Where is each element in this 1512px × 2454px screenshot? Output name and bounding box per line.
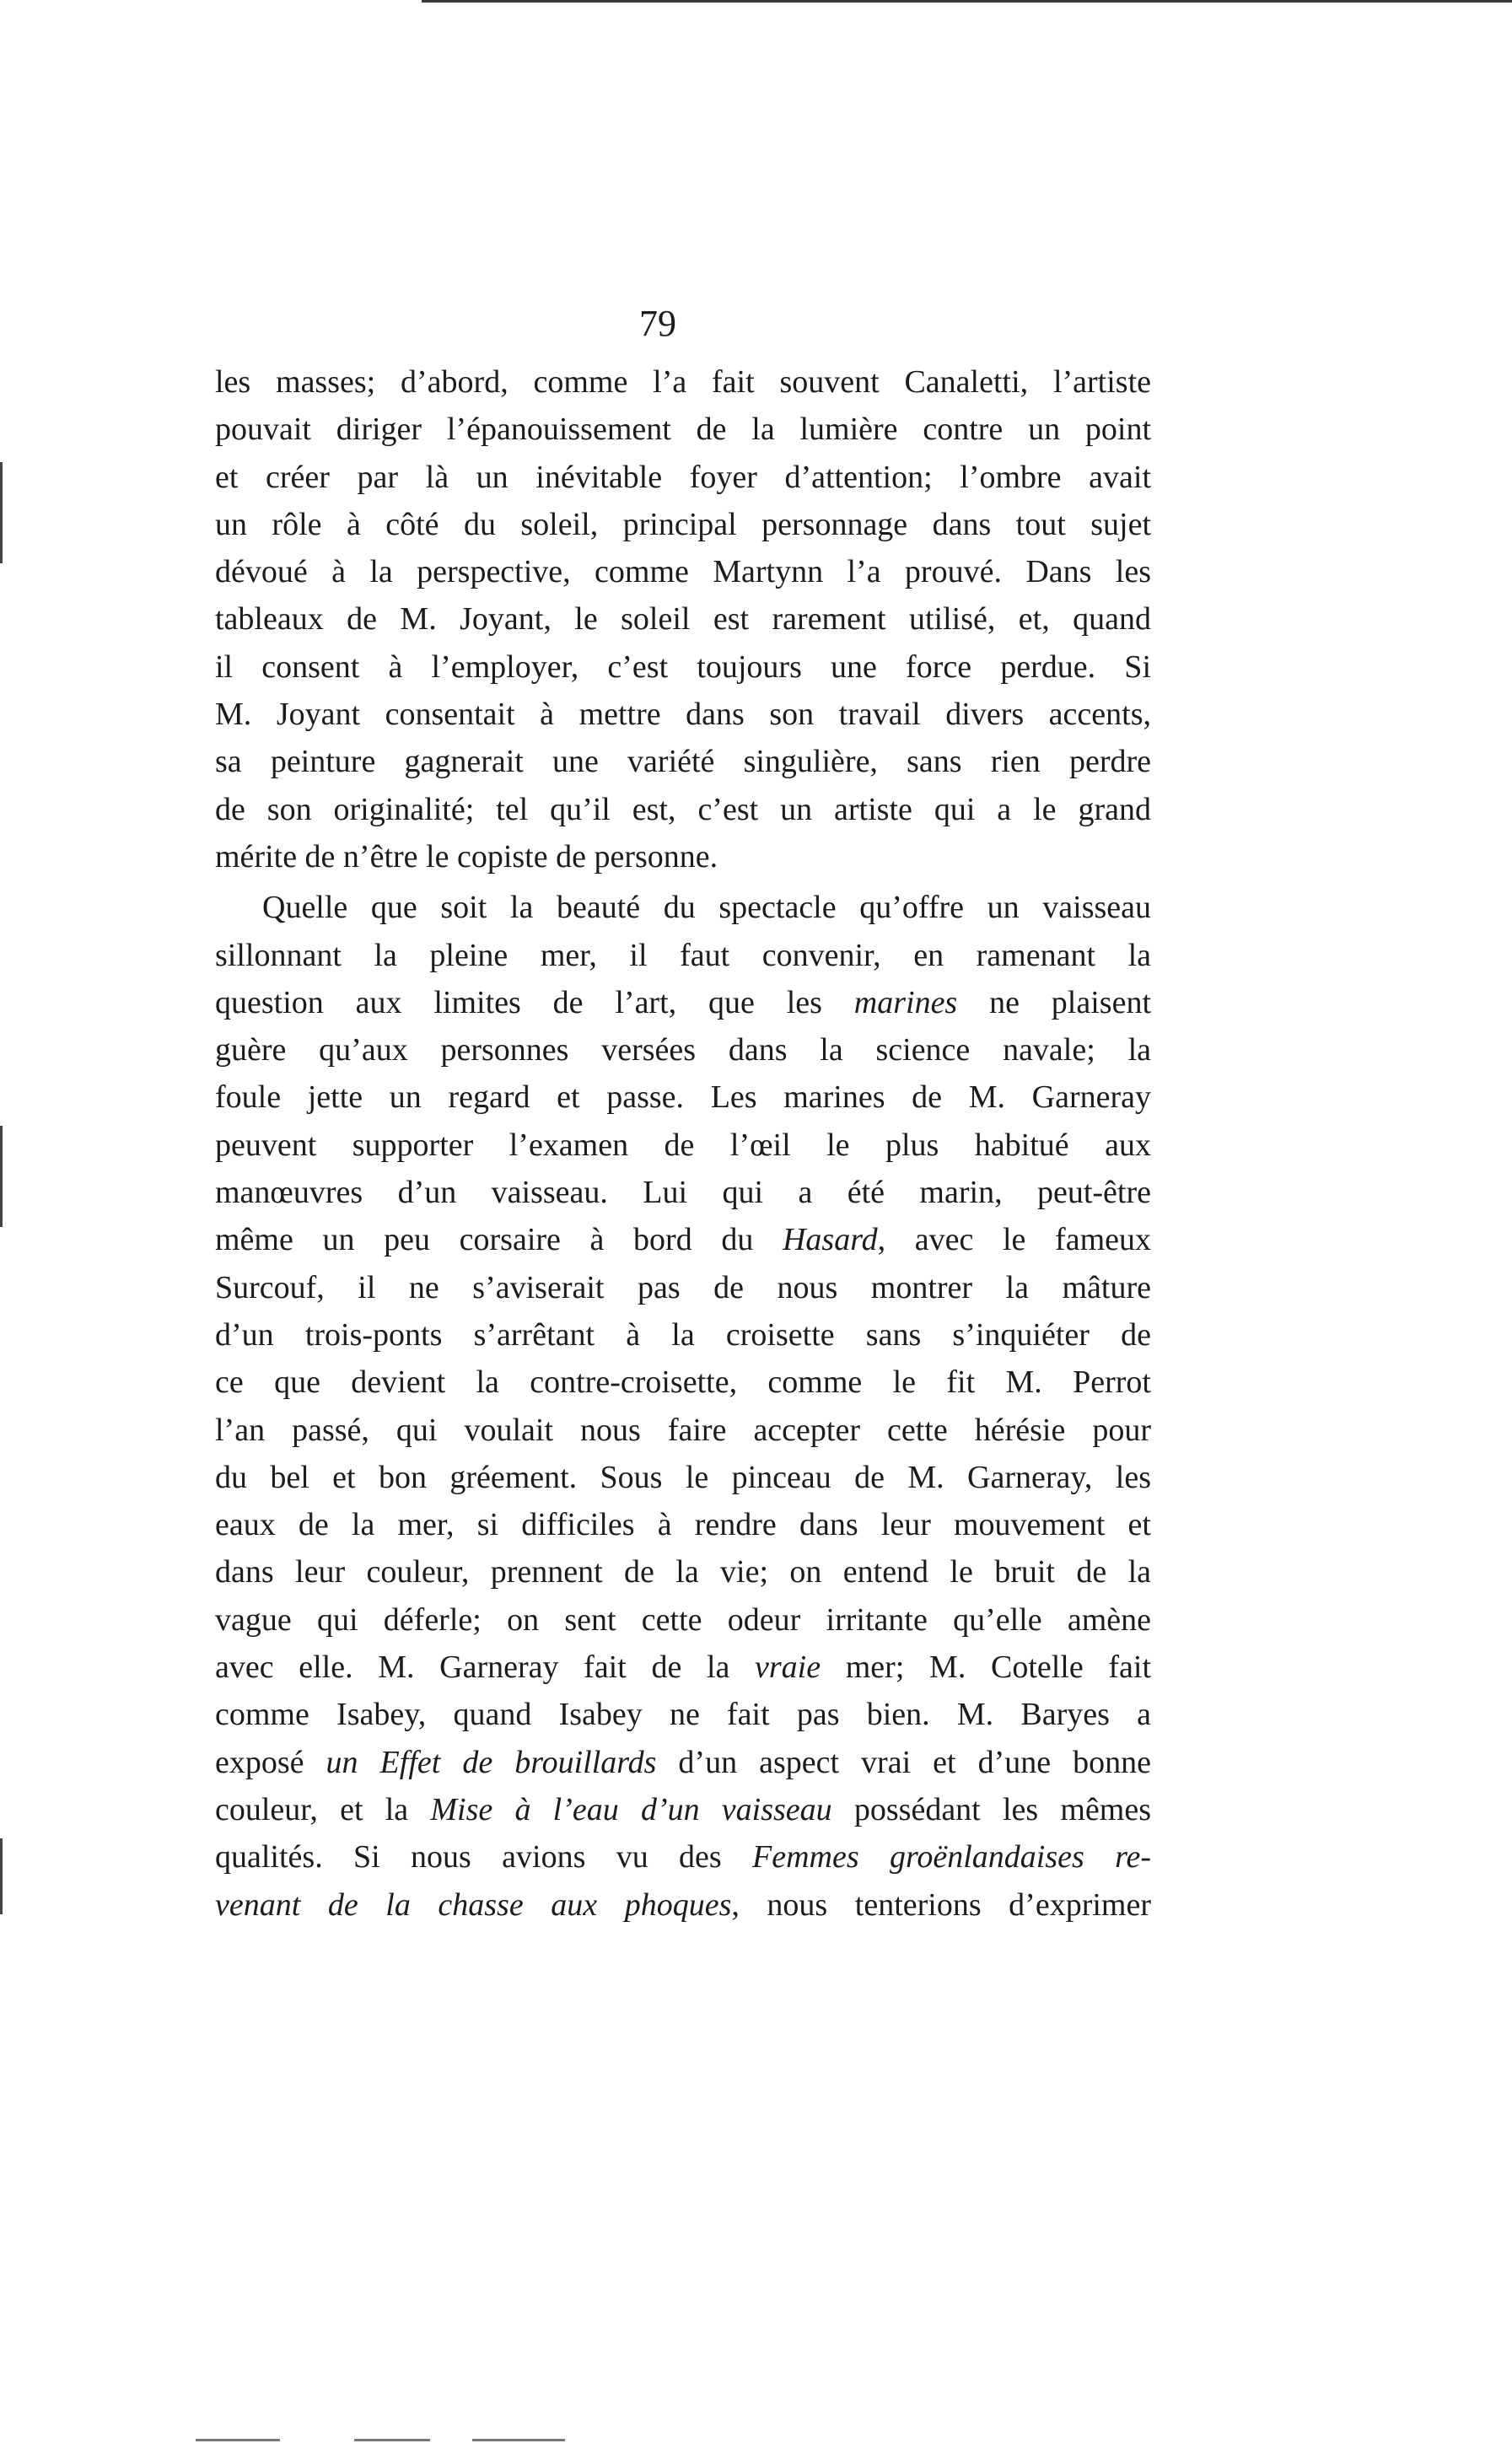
body-text (215, 358, 1151, 1929)
text-line (215, 1833, 1151, 1881)
text-run: , avec le fameux (877, 1222, 1151, 1258)
italic-text: venant de la chasse aux phoques (215, 1886, 732, 1923)
text-line: peuvent supporter l’examen de l’œil le plus habitué aux (215, 1127, 1151, 1163)
paragraph-2 (215, 884, 1151, 1929)
text-line: du bel et bon gréement. Sous le pinceau de M. Garneray, les (215, 1459, 1151, 1495)
text-line (215, 1216, 1151, 1263)
text-line: dans leur couleur, prennent de la vie; on entend le bruit de la (215, 1554, 1151, 1590)
text-line (215, 1739, 1151, 1786)
text-line: sa peinture gagnerait une variété singulière, sans rien perdre (215, 744, 1151, 780)
text-line (215, 979, 1151, 1026)
text-line: Surcouf, il ne s’aviserait pas de nous montrer la mâture (215, 1269, 1151, 1305)
text-line: M. Joyant consentait à mettre dans son travail divers accents, (215, 697, 1151, 733)
text-line: les masses; d’abord, comme l’a fait souvent Canaletti, l’artiste (215, 364, 1151, 400)
text-line: ce que devient la contre-croisette, comme le fit M. Perrot (215, 1364, 1151, 1401)
text-run: avec elle. M. Garneray fait de la (215, 1649, 756, 1686)
text-run: ne plaisent (957, 984, 1151, 1020)
italic-text: vraie (755, 1649, 821, 1686)
text-line: de son originalité; tel qu’il est, c’est un artiste qui a le grand (215, 791, 1151, 827)
text-line: manœuvres d’un vaisseau. Lui qui a été marin, peut-être (215, 1175, 1151, 1211)
text-line: il consent à l’employer, c’est toujours une force perdue. Si (215, 648, 1151, 685)
text-line (215, 1881, 1151, 1929)
page-number: 79 (639, 303, 676, 344)
text-line: guère qu’aux personnes versées dans la science navale; la (215, 1032, 1151, 1068)
paragraph-1 (215, 358, 1151, 880)
left-margin-mark (0, 462, 3, 563)
top-edge-rule (422, 0, 1512, 3)
italic-text: Hasard (782, 1222, 878, 1258)
text-line: dévoué à la perspective, comme Martynn l’a prouvé. Dans les (215, 554, 1151, 590)
italic-text: un Effet de brouillards (326, 1744, 657, 1780)
text-run: question aux limites de l’art, que les (215, 984, 854, 1020)
italic-text: marines (853, 984, 958, 1020)
text-run: même un peu corsaire à bord du (215, 1222, 783, 1258)
italic-text: Mise à l’eau d’un vaisseau (430, 1791, 832, 1827)
text-line: sillonnant la pleine mer, il faut convenir, en ramenant la (215, 937, 1151, 973)
text-run: , nous tenterions d’exprimer (731, 1886, 1151, 1923)
text-line: Quelle que soit la beauté du spectacle qu’offre un vaisseau (262, 890, 1151, 926)
text-run: d’un aspect vrai et d’une bonne (656, 1744, 1151, 1780)
text-run: possédant les mêmes (831, 1791, 1151, 1827)
left-margin-mark (0, 1838, 3, 1914)
text-line: d’un trois-ponts s’arrêtant à la croisette sans s’inquiéter de (215, 1316, 1151, 1353)
text-run: exposé (215, 1744, 326, 1780)
text-line: vague qui déferle; on sent cette odeur irritante qu’elle amène (215, 1601, 1151, 1638)
text-line: eaux de la mer, si difficiles à rendre dans leur mouvement et (215, 1507, 1151, 1543)
text-line (215, 1786, 1151, 1833)
text-line: pouvait diriger l’épanouissement de la lumière contre un point (215, 412, 1151, 448)
left-margin-mark (0, 1126, 3, 1227)
text-line: l’an passé, qui voulait nous faire accepter cette hérésie pour (215, 1412, 1151, 1448)
text-line (215, 1644, 1151, 1691)
text-line: comme Isabey, quand Isabey ne fait pas bien. M. Baryes a (215, 1697, 1151, 1733)
text-line: mérite de n’être le copiste de personne. (215, 838, 718, 875)
text-line: tableaux de M. Joyant, le soleil est rarement utilisé, et, quand (215, 601, 1151, 638)
text-line: et créer par là un inévitable foyer d’attention; l’ombre avait (215, 459, 1151, 495)
italic-text: Femmes groënlandaises re- (752, 1839, 1151, 1875)
bottom-edge-mark (354, 2439, 430, 2441)
text-run: mer; M. Cotelle fait (821, 1649, 1151, 1686)
bottom-edge-mark (472, 2439, 565, 2441)
text-run: couleur, et la (215, 1791, 431, 1827)
text-run: qualités. Si nous avions vu des (215, 1839, 753, 1875)
text-line: un rôle à côté du soleil, principal personnage dans tout sujet (215, 506, 1151, 542)
text-line: foule jette un regard et passe. Les marines de M. Garneray (215, 1079, 1151, 1116)
bottom-edge-mark (196, 2439, 280, 2441)
